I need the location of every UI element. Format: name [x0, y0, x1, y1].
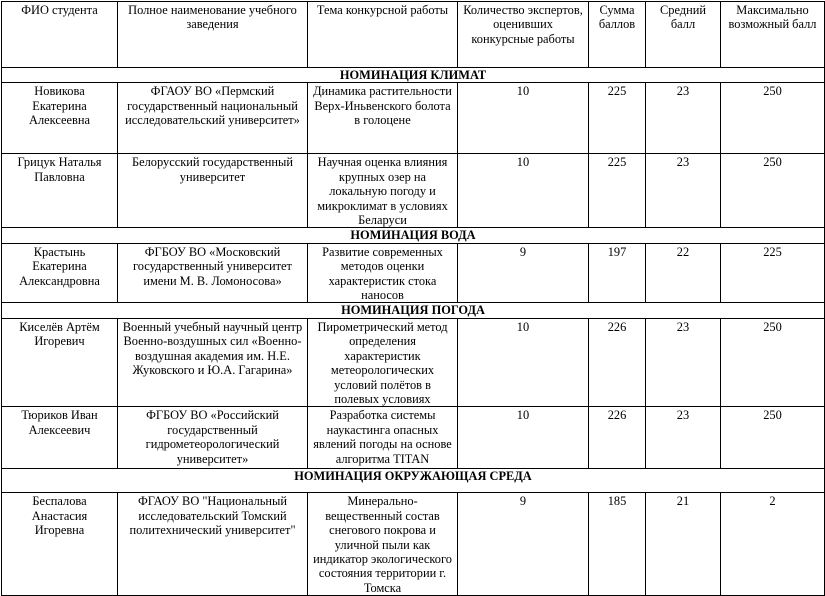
score-max: 250 [721, 83, 825, 154]
score-avg: 23 [646, 83, 721, 154]
section-row [2, 228, 825, 243]
student-name: Крастынь Екатерина Александровна [2, 243, 118, 303]
work-topic: Развитие современных методов оценки характеристик стока наносов [308, 243, 458, 303]
header-name: ФИО студента [2, 2, 118, 68]
institution: Белорусский государственный университет [118, 154, 308, 228]
section-title-water: НОМИНАЦИЯ ВОДА [2, 228, 825, 243]
section-title-climate: НОМИНАЦИЯ КЛИМАТ [2, 68, 825, 83]
table-row [2, 407, 825, 469]
score-max: 250 [721, 154, 825, 228]
header-experts: Количество экспертов, оценивших конкурсные работы [458, 2, 589, 68]
table-row [2, 318, 825, 406]
score-sum: 226 [589, 318, 646, 406]
experts-count: 10 [458, 407, 589, 469]
work-topic: Пирометрический метод определения характеристик метеорологических условий полётов в полевых условиях [308, 318, 458, 406]
experts-count: 9 [458, 243, 589, 303]
score-sum: 197 [589, 243, 646, 303]
section-title-weather: НОМИНАЦИЯ ПОГОДА [2, 303, 825, 318]
student-name: Киселёв Артём Игоревич [2, 318, 118, 406]
institution: ФГБОУ ВО «Московский государственный университет имени М. В. Ломоносова» [118, 243, 308, 303]
score-max: 225 [721, 243, 825, 303]
score-sum: 225 [589, 83, 646, 154]
table-row [2, 493, 825, 596]
experts-count: 10 [458, 318, 589, 406]
work-topic: Научная оценка влияния крупных озер на локальную погоду и микроклимат в условиях Беларуси [308, 154, 458, 228]
score-avg: 23 [646, 154, 721, 228]
header-avg: Средний балл [646, 2, 721, 68]
institution: ФГАОУ ВО «Пермский государственный национальный исследовательский университет» [118, 83, 308, 154]
student-name: Новикова Екатерина Алексеевна [2, 83, 118, 154]
work-topic: Минерально-вещественный состав снегового покрова и уличной пыли как индикатор экологического состояния территории г. Томска [308, 493, 458, 596]
student-name: Грицук Наталья Павловна [2, 154, 118, 228]
student-name: Беспалова Анастасия Игоревна [2, 493, 118, 596]
score-avg: 22 [646, 243, 721, 303]
score-sum: 185 [589, 493, 646, 596]
table-row [2, 154, 825, 228]
score-avg: 23 [646, 318, 721, 406]
score-avg: 21 [646, 493, 721, 596]
work-topic: Динамика растительности Верх-Иньвенского болота в голоцене [308, 83, 458, 154]
institution: ФГАОУ ВО "Национальный исследовательский Томский политехнический университет" [118, 493, 308, 596]
results-table [1, 1, 825, 596]
header-max: Максимально возможный балл [721, 2, 825, 68]
header-sum: Сумма баллов [589, 2, 646, 68]
experts-count: 10 [458, 154, 589, 228]
section-title-environment: НОМИНАЦИЯ ОКРУЖАЮЩАЯ СРЕДА [2, 469, 825, 493]
header-topic: Тема конкурсной работы [308, 2, 458, 68]
section-row [2, 303, 825, 318]
experts-count: 9 [458, 493, 589, 596]
header-row [2, 2, 825, 68]
institution: ФГБОУ ВО «Российский государственный гидрометеорологический университет» [118, 407, 308, 469]
section-row [2, 469, 825, 493]
header-institution: Полное наименование учебного заведения [118, 2, 308, 68]
score-max: 250 [721, 318, 825, 406]
score-max: 2 [721, 493, 825, 596]
score-max: 250 [721, 407, 825, 469]
score-sum: 225 [589, 154, 646, 228]
score-sum: 226 [589, 407, 646, 469]
institution: Военный учебный научный центр Военно-воздушных сил «Военно-воздушная академия им. Н.Е. Жуковского и Ю.А. Гагарина» [118, 318, 308, 406]
section-row [2, 68, 825, 83]
experts-count: 10 [458, 83, 589, 154]
table-row [2, 83, 825, 154]
student-name: Тюриков Иван Алексеевич [2, 407, 118, 469]
table-row [2, 243, 825, 303]
score-avg: 23 [646, 407, 721, 469]
work-topic: Разработка системы наукастинга опасных явлений погоды на основе алгоритма TITAN [308, 407, 458, 469]
